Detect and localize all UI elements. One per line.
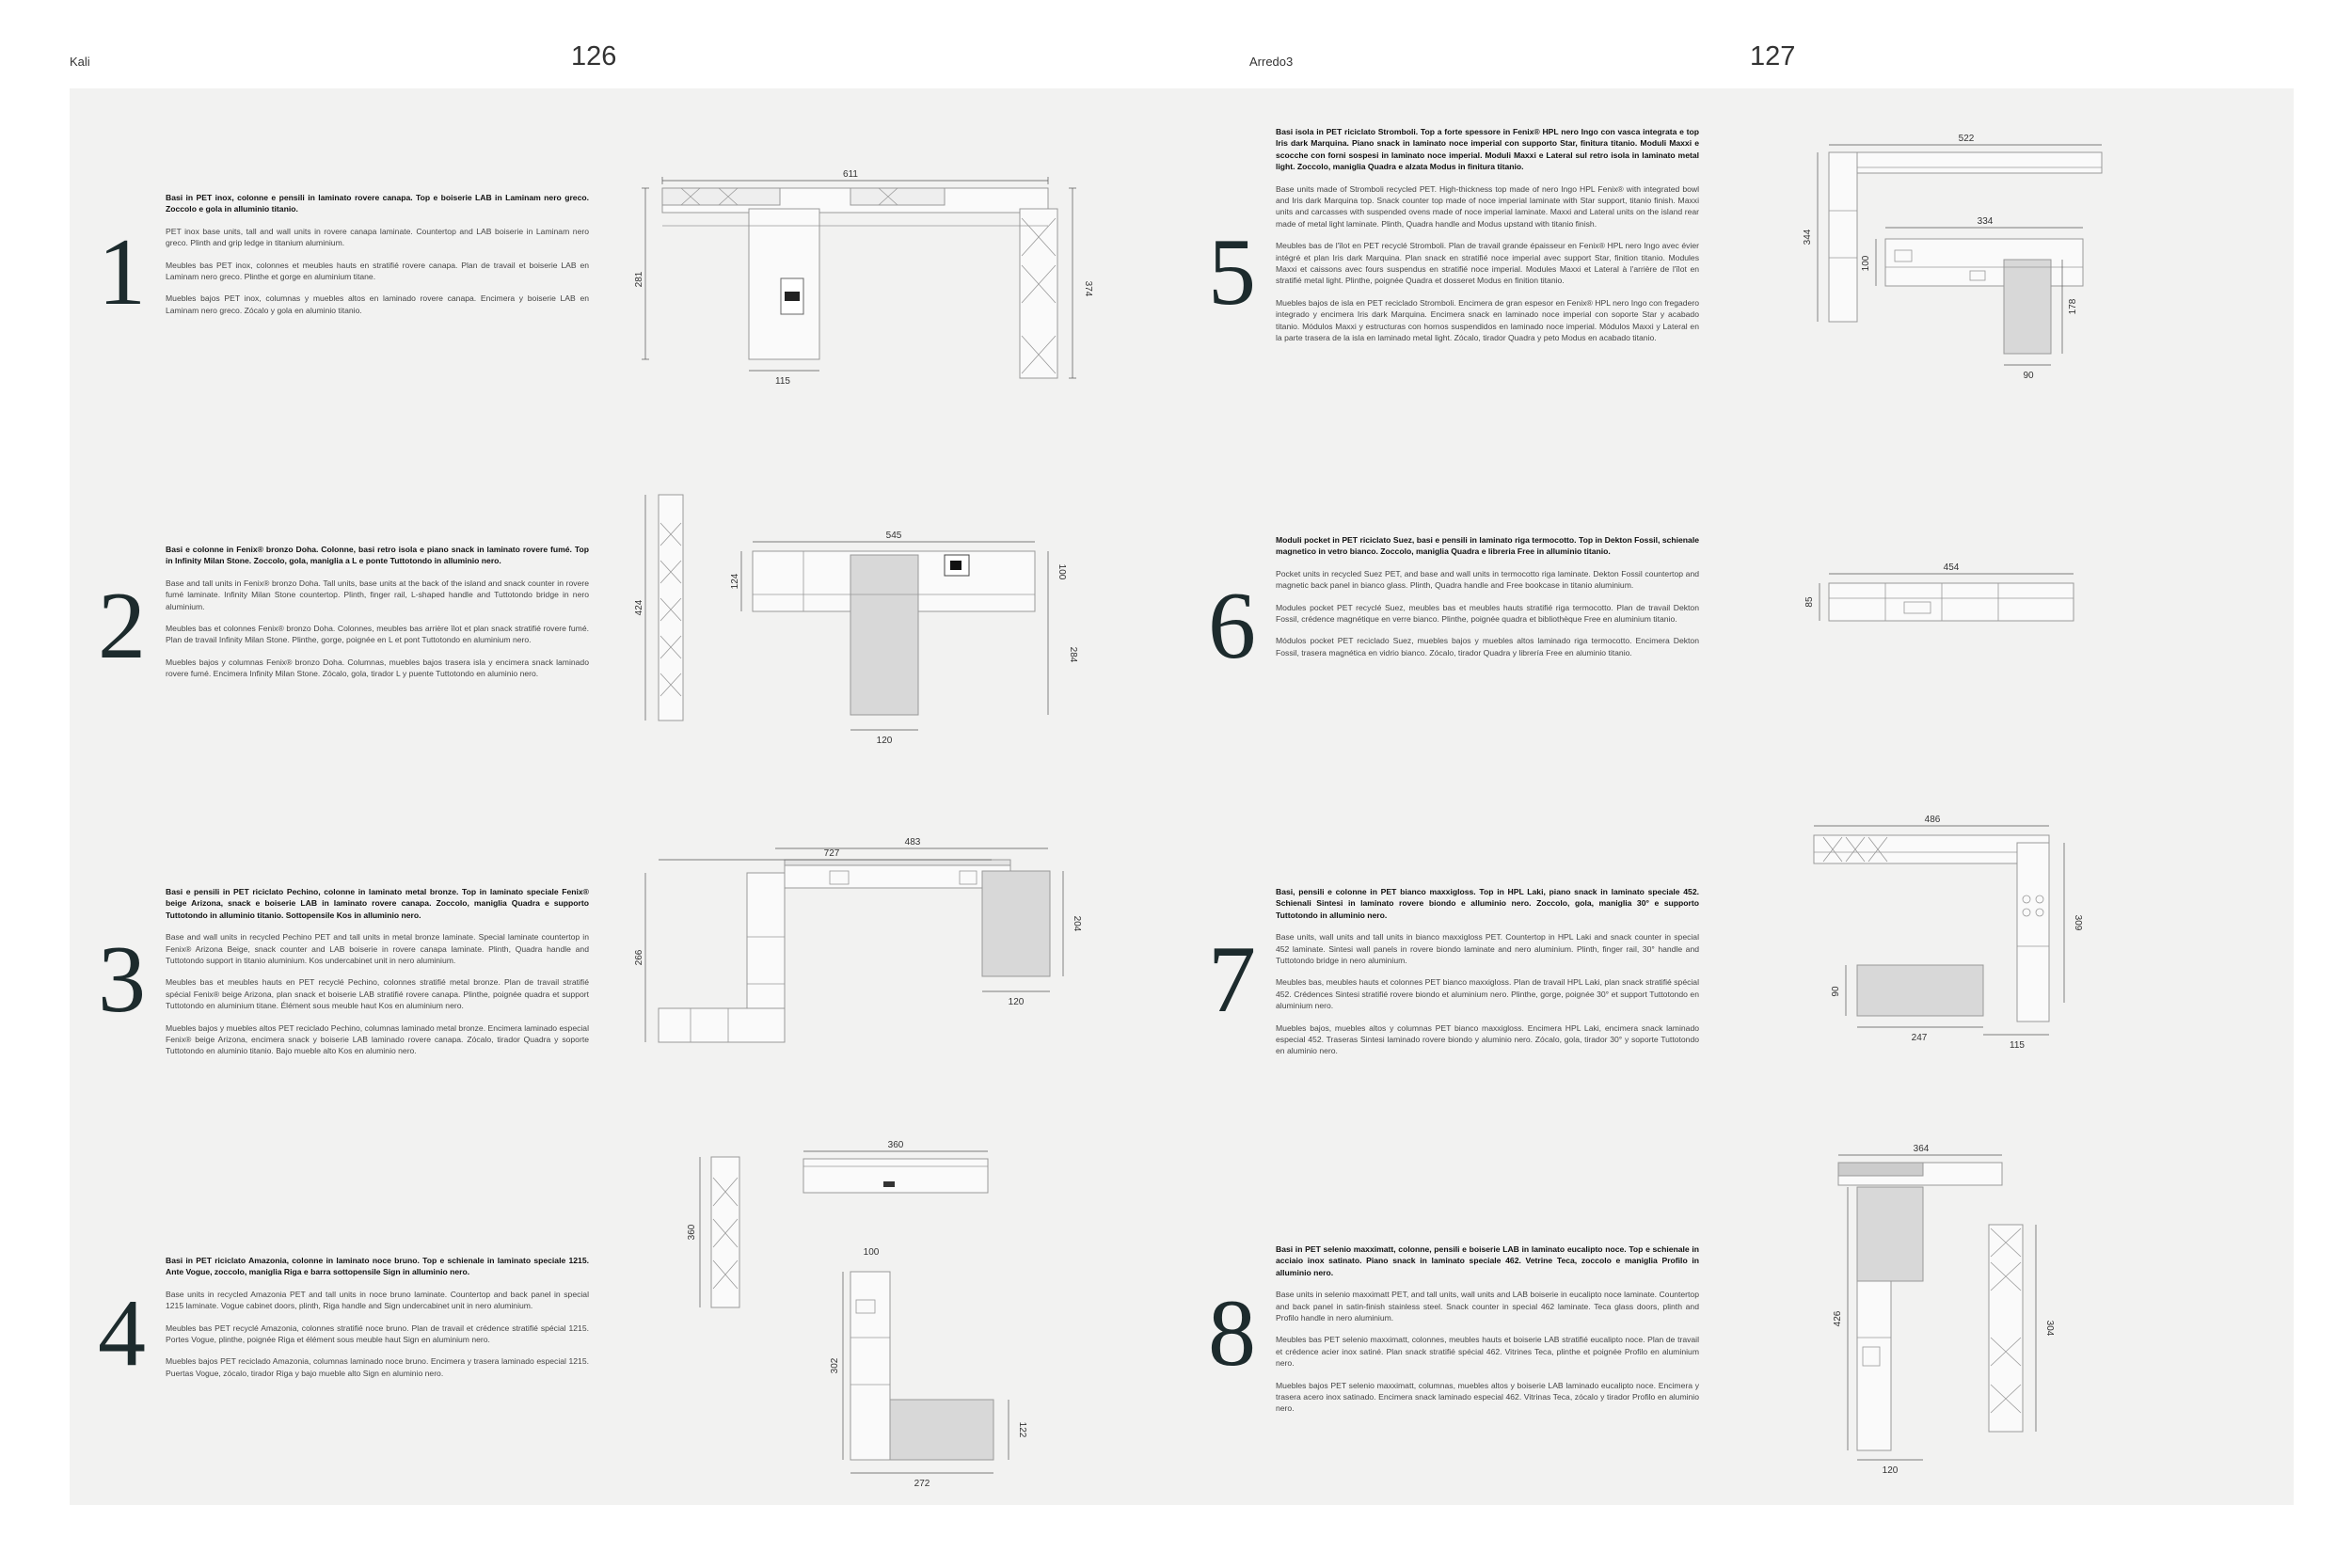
description-fr: Meubles bas PET selenio maxximatt, colonnes, meubles hauts et boiserie LAB stratifié eucalipto noce. Plan de travail et crédence acier inox satiné. Plan snack stratifié spécial 462. Vitrines Teca, plinthe et poignée Profilo en aluminium nero. bbox=[1276, 1335, 1699, 1369]
plan-dimension: 304 bbox=[2044, 1320, 2055, 1337]
plan-dimension: 90 bbox=[2023, 371, 2034, 381]
plan-dimension: 334 bbox=[1977, 216, 1994, 227]
plan-dimension: 483 bbox=[904, 837, 921, 847]
entry-number: 2 bbox=[98, 573, 146, 679]
left-page-number: 126 bbox=[571, 41, 617, 71]
plan-dimension: 360 bbox=[687, 1224, 697, 1241]
description-fr: Meubles bas, meubles hauts et colonnes PET bianco maxxigloss. Plan de travail HPL Laki, plan snack stratifié spécial 452. Crédences Sintesi stratifié rovere biondo et aluminium nero. Plinthe, gorge, poignée 30° et support Tuttotondo en aluminium nero. bbox=[1276, 977, 1699, 1011]
left-brand: Kali bbox=[70, 55, 90, 69]
floor-plan-5 bbox=[1782, 135, 2215, 418]
plan-dimension: 124 bbox=[730, 573, 740, 590]
description-en: Base units, wall units and tall units in bianco maxxigloss PET. Countertop in HPL Laki and snack counter in special 452 laminate. Sintesi wall panels in rovere biondo laminate and nero aluminium. Plinth, finger rail, 30° handle and Tuttotondo bridge in nero aluminium. bbox=[1276, 932, 1699, 966]
entry-description bbox=[166, 192, 589, 326]
plan-dimension: 120 bbox=[1882, 1465, 1899, 1476]
plan-dimension: 85 bbox=[1804, 596, 1815, 608]
plan-dimension: 545 bbox=[885, 531, 902, 541]
description-es: Muebles bajos y columnas Fenix® bronzo Doha. Columnas, muebles bajos trasera isla y encimera snack laminado rovere fumé. Encimera Infinity Milan Stone. Zócalo, gola, tirador L y puente Tuttotondo en aluminio nero. bbox=[166, 657, 589, 679]
entry-7 bbox=[1180, 796, 2290, 1149]
entry-2 bbox=[70, 442, 1180, 796]
plan-dimension: 522 bbox=[1958, 134, 1975, 144]
plan-dimension: 727 bbox=[823, 848, 840, 859]
description-it: Moduli pocket in PET riciclato Suez, basi e pensili in laminato riga termocotto. Top in Dekton Fossil, schienale magnetico in vetro bianco. Zoccolo, maniglia Quadra e libreria Free in alluminio titanio. bbox=[1276, 535, 1699, 557]
plan-dimension: 309 bbox=[2073, 914, 2083, 931]
plan-dimension: 178 bbox=[2068, 298, 2078, 315]
plan-dimension: 281 bbox=[634, 271, 644, 288]
plan-dimension: 272 bbox=[914, 1479, 930, 1489]
floor-plan-6 bbox=[1782, 555, 2215, 668]
description-en: Base units in recycled Amazonia PET and tall units in noce bruno laminate. Countertop and back panel in special 1215 laminate. Vogue cabinet doors, plinth, Riga handle and Sign undercabinet unit in nero aluminium. bbox=[166, 1289, 589, 1311]
entry-1 bbox=[70, 88, 1180, 442]
description-es: Muebles bajos PET inox, columnas y muebles altos en laminado rovere canapa. Encimera y boiserie LAB en Laminam nero greco. Zócalo y gola en aluminio titanio. bbox=[166, 293, 589, 315]
entry-description bbox=[1276, 1243, 1699, 1425]
entry-number: 3 bbox=[98, 927, 146, 1033]
plan-dimension: 426 bbox=[1833, 1310, 1843, 1327]
plan-dimension: 115 bbox=[775, 376, 790, 387]
plan-dimension: 424 bbox=[634, 599, 644, 616]
floor-plan-1 bbox=[634, 124, 1142, 406]
description-en: Base units in selenio maxximatt PET, and tall units, wall units and LAB boiserie in eucalipto noce laminate. Countertop and back panel in satin-finish stainless steel. Snack counter in special 462 laminate. Teca glass doors, plinth and Profilo handle in nero aluminium. bbox=[1276, 1290, 1699, 1323]
description-it: Basi in PET selenio maxximatt, colonne, pensili e boiserie LAB in laminato eucalipto noce. Top e schienale in acciaio inox satinato. Piano snack in laminato speciale 462. Vetrine Teca, zoccolo e maniglia Profilo in alluminio nero. bbox=[1276, 1244, 1699, 1277]
plan-dimension: 100 bbox=[1861, 255, 1871, 272]
description-it: Basi isola in PET riciclato Stromboli. Top a forte spessore in Fenix® HPL nero Ingo con vasca integrata e top Iris dark Marquina. Piano snack in laminato noce imperial con supporto Star, finitura titanio. Moduli Maxxi e scocche con forni sospesi in laminato noce imperial. Moduli Maxxi e Lateral sul retro isola in laminato metal light. Zoccolo, maniglia Quadra e alzata Modus in finitura titanio. bbox=[1276, 127, 1699, 172]
entry-8 bbox=[1180, 1144, 2290, 1503]
right-brand: Arredo3 bbox=[1249, 55, 1294, 69]
entry-description bbox=[166, 544, 589, 690]
entry-description bbox=[1276, 886, 1699, 1068]
content-panel bbox=[70, 88, 2294, 1505]
description-en: Base and wall units in recycled Pechino PET and tall units in metal bronze laminate. Special laminate countertop in Fenix® Arizona Beige, snack counter and LAB boiserie in rovere canapa laminate. Plinth, Quadra handle and Tuttotondo support in titanio aluminium. Kos undercabinet unit in nero aluminium. bbox=[166, 932, 589, 966]
description-it: Basi, pensili e colonne in PET bianco maxxigloss. Top in HPL Laki, piano snack in laminato speciale 452. Schienali Sintesi in laminato rovere biondo e alluminio nero. Zoccolo, gola, maniglia 30° e supporto Tuttotondo in alluminio nero. bbox=[1276, 887, 1699, 920]
description-es: Muebles bajos PET selenio maxximatt, columnas, muebles altos y boiserie LAB laminado eucalipto noce. Encimera y trasera acero inox satinado. Encimera snack laminado especial 462. Vitrinas Teca, zócalo y tirador Profilo en aluminio nero. bbox=[1276, 1380, 1699, 1414]
description-fr: Meubles bas et colonnes Fenix® bronzo Doha. Colonnes, meubles bas arrière îlot et plan snack stratifié rovere fumé. Plan de travail Infinity Milan Stone. Plinthe, gorge, poignée en L et pont Tuttotondo en aluminium nero. bbox=[166, 624, 589, 645]
plan-dimension: 115 bbox=[2010, 1040, 2025, 1051]
entry-3 bbox=[70, 796, 1180, 1149]
floor-plan-3 bbox=[634, 833, 1142, 1116]
entry-description bbox=[1276, 126, 1699, 355]
plan-dimension: 266 bbox=[634, 949, 644, 966]
entry-number: 5 bbox=[1208, 219, 1256, 325]
floor-plan-2 bbox=[634, 476, 1142, 758]
description-es: Muebles bajos de isla en PET reciclado Stromboli. Encimera de gran espesor en Fenix® HPL nero Ingo con fregadero integrado y encimera Iris dark Marquina. Encimera snack en laminado noce imperial con soporte Star y acabado titanio. Módulos Maxxi y estructuras con hornos suspendidos en laminado noce imperial. Módulos Maxxi y Lateral en la parte trasera de la isla en laminado metal light. Zócalo, tirador Quadra y peto Modus en acabado titanio. bbox=[1276, 297, 1699, 343]
description-fr: Meubles bas de l'îlot en PET recyclé Stromboli. Plan de travail grande épaisseur en Fenix® HPL nero Ingo avec évier intégré et plan Iris dark Marquina. Plan snack en stratifié noce imperial avec support Star, finition titanio. Modules Maxxi et caissons avec fours suspendus en stratifié noce imperial. Modules Maxxi et Lateral à l'arrière de l'îlot en stratifié metal light. Plinthe, poignée Quadra et dosseret Modus en finition titanio. bbox=[1276, 241, 1699, 286]
entry-description bbox=[166, 886, 589, 1068]
entry-number: 6 bbox=[1208, 573, 1256, 679]
right-page-number: 127 bbox=[1750, 41, 1796, 71]
floor-plan-8 bbox=[1763, 1144, 2215, 1497]
entry-6 bbox=[1180, 442, 2290, 796]
description-fr: Meubles bas et meubles hauts en PET recyclé Pechino, colonnes stratifié metal bronze. Plan de travail stratifié spécial Fenix® beige Arizona, plan snack et boiserie LAB stratifié rovere canapa. Plinthe, poignée quadra et support Tuttotondo en aluminium titane. Élément sous meuble haut Kos en aluminium nero. bbox=[166, 977, 589, 1011]
entry-5 bbox=[1180, 88, 2290, 442]
description-es: Muebles bajos y muebles altos PET reciclado Pechino, columnas laminado metal bronze. Encimera laminado especial Fenix® beige Arizona, encimera snack y boiserie LAB laminado rovere canapa. Zócalo, tirador Quadra y soporte Tuttotondo en aluminio titanio. Bajo mueble alto Kos en aluminio nero. bbox=[166, 1022, 589, 1056]
description-it: Basi in PET inox, colonne e pensili in laminato rovere canapa. Top e boiserie LAB in Laminam nero greco. Zoccolo e gola in alluminio titanio. bbox=[166, 193, 589, 214]
plan-dimension: 344 bbox=[1803, 229, 1813, 245]
entry-description bbox=[1276, 534, 1699, 669]
entry-number: 8 bbox=[1208, 1280, 1256, 1386]
entry-4 bbox=[70, 1140, 1180, 1503]
entry-description bbox=[166, 1255, 589, 1389]
plan-dimension: 90 bbox=[1831, 986, 1841, 997]
plan-dimension: 100 bbox=[1057, 563, 1067, 580]
plan-dimension: 302 bbox=[830, 1357, 840, 1374]
plan-dimension: 204 bbox=[1072, 915, 1082, 932]
description-es: Muebles bajos, muebles altos y columnas PET bianco maxxigloss. Encimera HPL Laki, encimera snack laminado especial 452. Traseras Sintesi laminado rovere biondo y aluminio nero. Zócalo, gola, tirador 30° y soporte Tuttotondo en aluminio nero. bbox=[1276, 1022, 1699, 1056]
plan-dimension: 120 bbox=[876, 736, 893, 746]
plan-dimension: 364 bbox=[1913, 1144, 1930, 1154]
plan-dimension: 120 bbox=[1008, 997, 1025, 1007]
floor-plan-7 bbox=[1763, 815, 2215, 1125]
description-fr: Meubles bas PET recyclé Amazonia, colonnes stratifié noce bruno. Plan de travail et crédence stratifié spécial 1215. Portes Vogue, plinthe, poignée Riga et élément sous meuble haut Sign en aluminium nero. bbox=[166, 1323, 589, 1345]
description-es: Muebles bajos PET reciclado Amazonia, columnas laminado noce bruno. Encimera y trasera laminado especial 1215. Puertas Vogue, zócalo, tirador Riga y bajo mueble alto Sign en aluminio nero. bbox=[166, 1356, 589, 1378]
description-fr: Meubles bas PET inox, colonnes et meubles hauts en stratifié rovere canapa. Plan de travail et boiserie LAB en Laminam nero greco. Plinthe et gorge en aluminium titane. bbox=[166, 260, 589, 282]
description-en: Base and tall units in Fenix® bronzo Doha. Tall units, base units at the back of the island and snack counter in rovere fumé laminate. Infinity Milan Stone countertop. Plinth, finger rail, L-shaped handle and Tuttotondo bridge in nero aluminium. bbox=[166, 578, 589, 611]
description-en: Pocket units in recycled Suez PET, and base and wall units in termocotto riga laminate. Dekton Fossil countertop and magnetic back panel in bianco glass. Plinth, Quadra handle and Free bookcase in titanio aluminium. bbox=[1276, 568, 1699, 591]
description-it: Basi e colonne in Fenix® bronzo Doha. Colonne, basi retro isola e piano snack in laminato rovere fumé. Top in Infinity Milan Stone. Zoccolo, gola, maniglia a L e ponte Tuttotondo in alluminio nero. bbox=[166, 545, 589, 566]
plan-dimension: 247 bbox=[1911, 1033, 1928, 1043]
plan-dimension: 360 bbox=[887, 1140, 904, 1150]
description-en: Base units made of Stromboli recycled PET. High-thickness top made of nero Ingo HPL Fenix® with integrated bowl and Iris dark Marquina top. Snack counter top made of noce imperial laminate with Star support, titanio finish. Maxxi units and carcasses with suspended ovens made of noce imperial laminate. Maxxi and Lateral units on the island rear made of metal light laminate. Plinth, Quadra handle and Modus upstand with titanio finish. bbox=[1276, 183, 1699, 229]
description-it: Basi in PET riciclato Amazonia, colonne in laminato noce bruno. Top e schienale in laminato speciale 1215. Ante Vogue, zoccolo, maniglia Riga e barra sottopensile Sign in alluminio nero. bbox=[166, 1256, 589, 1277]
plan-dimension: 611 bbox=[843, 169, 858, 180]
description-es: Módulos pocket PET reciclado Suez, muebles bajos y muebles altos laminado riga termocotto. Encimera Dekton Fossil, trasera magnética en vidrio bianco. Zócalo, tirador Quadra y librería Free en aluminio titanio. bbox=[1276, 636, 1699, 657]
description-en: PET inox base units, tall and wall units in rovere canapa laminate. Countertop and LAB boiserie in Laminam nero greco. Plinth and grip ledge in titanium aluminium. bbox=[166, 226, 589, 248]
description-fr: Modules pocket PET recyclé Suez, meubles bas et meubles hauts stratifié riga termocotto. Plan de travail Dekton Fossil, crédence magnétique en verre bianco. Plinthe, poignée quadra et bibliothèque Free en aluminium titanio. bbox=[1276, 602, 1699, 625]
plan-dimension: 374 bbox=[1083, 280, 1093, 297]
plan-dimension: 454 bbox=[1943, 562, 1960, 573]
floor-plan-4 bbox=[672, 1140, 1086, 1497]
plan-dimension: 100 bbox=[863, 1247, 880, 1258]
plan-dimension: 284 bbox=[1068, 646, 1078, 663]
entry-number: 4 bbox=[98, 1280, 146, 1386]
description-it: Basi e pensili in PET riciclato Pechino, colonne in laminato metal bronze. Top in laminato speciale Fenix® beige Arizona, snack e boiserie LAB in laminato rovere canapa. Zoccolo, maniglia Quadra e supporto Tuttotondo in alluminio titanio. Sottopensile Kos in alluminio nero. bbox=[166, 887, 589, 920]
entry-number: 1 bbox=[98, 219, 146, 325]
plan-dimension: 486 bbox=[1924, 815, 1941, 825]
entry-number: 7 bbox=[1208, 927, 1256, 1033]
plan-dimension: 122 bbox=[1017, 1421, 1027, 1438]
